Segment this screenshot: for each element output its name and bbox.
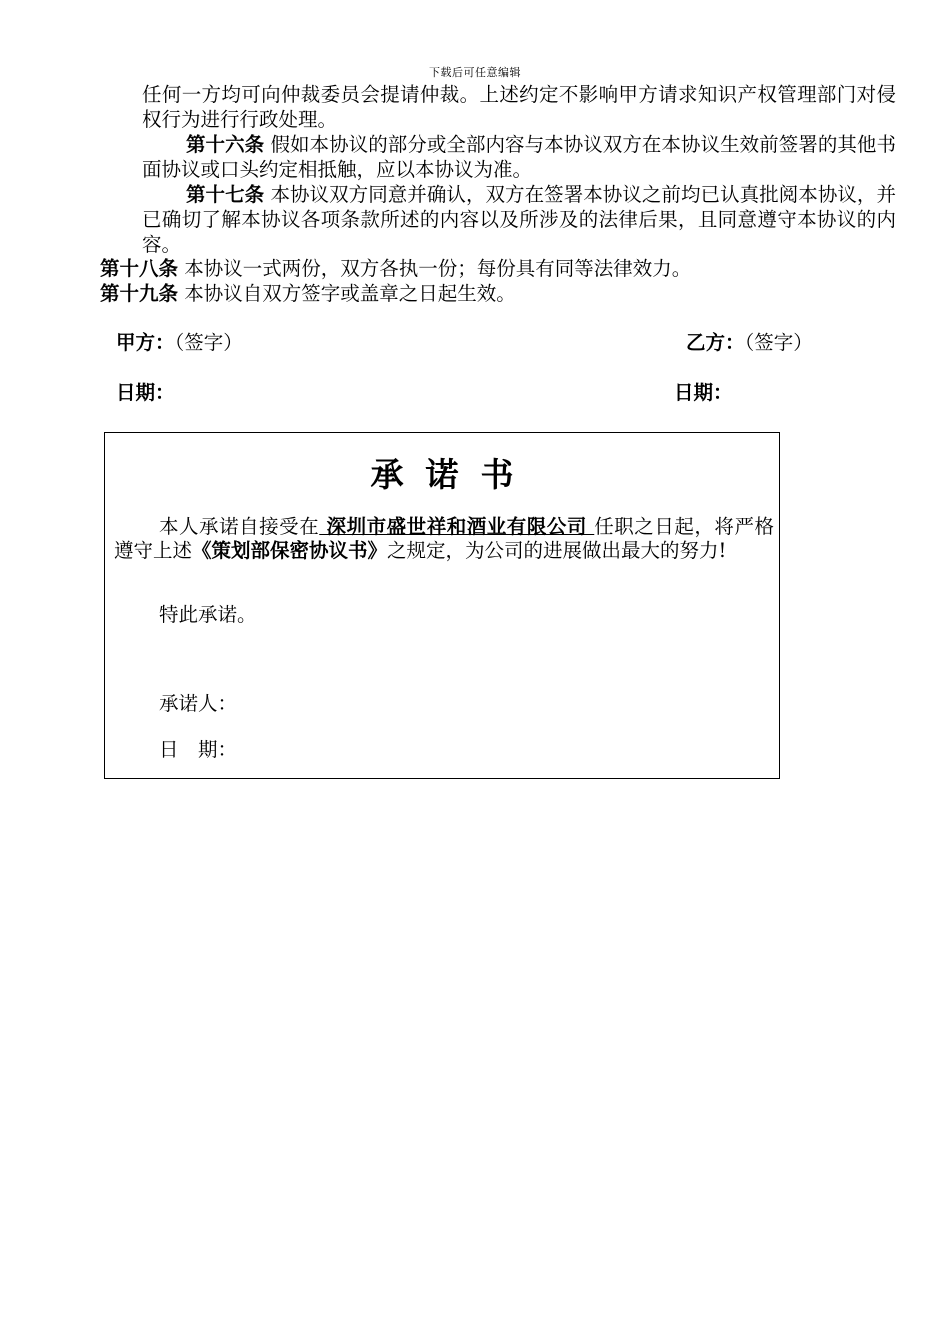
clause-19-label: 第十九条 <box>100 282 179 305</box>
party-a-label: 甲方： <box>116 331 175 354</box>
pledge-agreement-name: 《策划部保密协议书》 <box>192 539 388 562</box>
pledge-text-middle: 任职之日起，将严格遵守上述 <box>114 515 774 562</box>
pledge-text-after: 之规定，为公司的进展做出最大的努力! <box>387 539 727 562</box>
party-a-date-label: 日期： <box>116 381 175 404</box>
clause-18-text: 本协议一式两份，双方各执一份；每份具有同等法律效力。 <box>184 257 692 280</box>
clause-16-text: 假如本协议的部分或全部内容与本协议双方在本协议生效前签署的其他书面协议或口头约定相抵触，应以本协议为准。 <box>142 133 896 181</box>
pledge-text-before: 本人承诺自接受在 <box>159 515 320 538</box>
pledger-label: 承诺人： <box>159 692 238 715</box>
clause-16-label: 第十六条 <box>186 133 265 156</box>
clause-continuation <box>142 82 896 132</box>
pledge-date-label: 日 期： <box>159 738 238 761</box>
clause-17-text: 本协议双方同意并确认，双方在签署本协议之前均已认真批阅本协议，并已确切了解本协议各项条款所述的内容以及所涉及的法律后果，且同意遵守本协议的内容。 <box>142 183 896 256</box>
pledge-company-name: 深圳市盛世祥和酒业有限公司 <box>319 515 595 538</box>
clause-continuation-text: 任何一方均可向仲裁委员会提请仲裁。上述约定不影响甲方请求知识产权管理部门对侵权行为进行行政处理。 <box>142 83 896 131</box>
clause-18 <box>100 256 900 281</box>
clause-19 <box>100 281 900 306</box>
clause-17 <box>142 182 896 257</box>
party-b-label: 乙方： <box>686 331 745 354</box>
party-a-signature <box>116 330 243 355</box>
clause-17-label: 第十七条 <box>186 183 265 206</box>
party-a-date <box>116 380 175 405</box>
party-b-date <box>674 380 733 405</box>
party-b-sign-hint: （签字） <box>744 331 813 354</box>
clause-18-label: 第十八条 <box>100 257 179 280</box>
pledge-text <box>114 515 774 563</box>
pledge-closing: 特此承诺。 <box>159 603 257 626</box>
clause-19-text: 本协议自双方签字或盖章之日起生效。 <box>184 282 516 305</box>
clause-16 <box>142 132 896 182</box>
party-a-sign-hint: （签字） <box>174 331 243 354</box>
pledge-title: 承诺书 <box>370 455 536 494</box>
pledge-box <box>104 432 780 779</box>
party-b-signature <box>686 330 813 355</box>
header-note: 下载后可任意编辑 <box>429 66 521 79</box>
party-b-date-label: 日期： <box>674 381 733 404</box>
